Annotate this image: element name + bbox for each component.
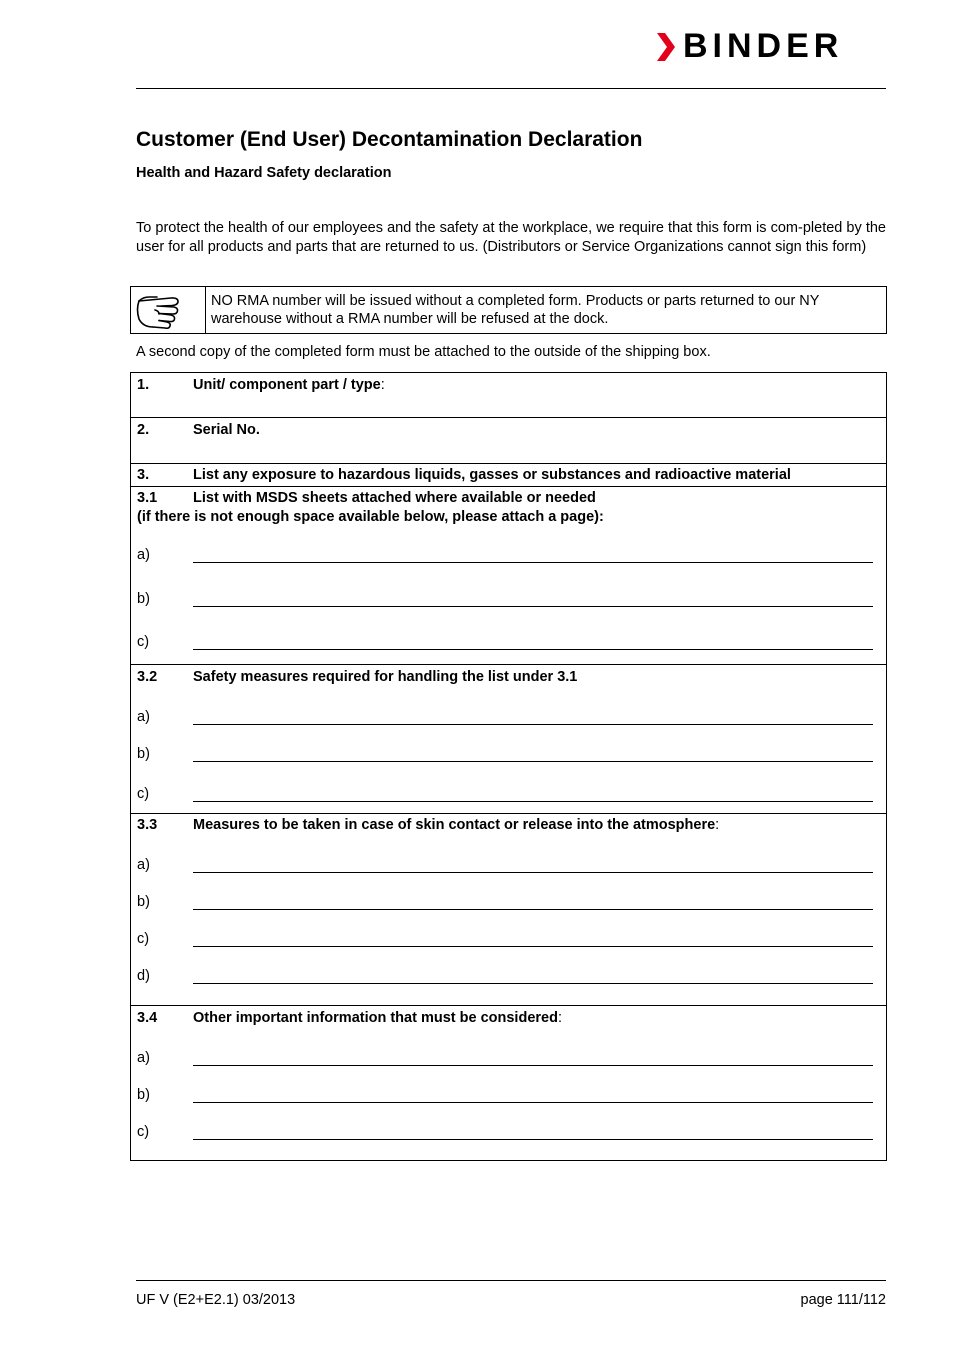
line-label-3-3-a: a)	[137, 857, 150, 873]
line-label-3-3-d: d)	[137, 968, 150, 984]
answer-line-3-4-c[interactable]	[193, 1139, 873, 1140]
line-label-3-4-b: b)	[137, 1087, 150, 1103]
line-label-3-2-c: c)	[137, 786, 150, 802]
section-2-number: 2.	[137, 422, 150, 438]
intro-paragraph: To protect the health of our employees and the safety at the workplace, we require that this form is com-pleted by the user for all products and parts that are returned to us. (Distributors or Service Organizations cannot sign this form)	[136, 220, 886, 255]
answer-line-3-3-d[interactable]	[193, 983, 873, 984]
rma-notice-text: NO RMA number will be issued without a completed form. Products or parts returned to our NY warehouse without a RMA number will be refused at the dock.	[211, 293, 820, 327]
section-1-colon: :	[380, 377, 385, 393]
line-label-3-1-a: a)	[137, 547, 150, 563]
line-label-3-3-c: c)	[137, 931, 150, 947]
answer-line-3-3-b[interactable]	[193, 909, 873, 910]
section-3-1-note: (if there is not enough space available below, please attach a page):	[137, 509, 604, 525]
section-separator	[131, 813, 886, 814]
line-label-3-1-b: b)	[137, 591, 150, 607]
section-3-2-number: 3.2	[137, 669, 158, 685]
page-subtitle: Health and Hazard Safety declaration	[136, 165, 392, 181]
answer-line-3-4-b[interactable]	[193, 1102, 873, 1103]
answer-line-3-1-a[interactable]	[193, 562, 873, 563]
notice-icon-cell	[131, 287, 206, 333]
answer-line-3-3-a[interactable]	[193, 872, 873, 873]
header-divider	[136, 88, 886, 89]
section-separator	[131, 1005, 886, 1006]
brand-chevron-icon	[655, 30, 679, 64]
brand-name: BINDER	[683, 27, 844, 65]
section-3-1-number: 3.1	[137, 490, 158, 506]
line-label-3-4-c: c)	[137, 1124, 150, 1140]
decontamination-form	[130, 372, 887, 1161]
line-label-3-2-b: b)	[137, 746, 150, 762]
section-3-4-colon: :	[557, 1010, 562, 1026]
answer-line-3-3-c[interactable]	[193, 946, 873, 947]
line-label-3-3-b: b)	[137, 894, 150, 910]
section-separator	[131, 664, 886, 665]
binder-logo	[655, 27, 887, 65]
section-3-3-label	[193, 817, 719, 833]
rma-notice-box	[130, 286, 887, 334]
section-3-number: 3.	[137, 467, 150, 483]
section-1-label-text: Unit/ component part / type	[193, 377, 381, 393]
answer-line-3-1-b[interactable]	[193, 606, 873, 607]
answer-line-3-2-c[interactable]	[193, 801, 873, 802]
section-3-2-label: Safety measures required for handling the list under 3.1	[193, 669, 578, 685]
answer-line-3-2-a[interactable]	[193, 724, 873, 725]
section-1-label	[193, 377, 385, 393]
section-1-number: 1.	[137, 377, 150, 393]
answer-line-3-4-a[interactable]	[193, 1065, 873, 1066]
answer-line-3-1-c[interactable]	[193, 649, 873, 650]
line-label-3-4-a: a)	[137, 1050, 150, 1066]
page-title: Customer (End User) Decontamination Declaration	[136, 128, 643, 151]
shipping-copy-note: A second copy of the completed form must be attached to the outside of the shipping box.	[136, 344, 711, 360]
line-label-3-1-c: c)	[137, 634, 150, 650]
line-label-3-2-a: a)	[137, 709, 150, 725]
page-number: page 111/112	[800, 1292, 886, 1308]
section-separator	[131, 417, 886, 418]
section-3-3-colon: :	[715, 817, 720, 833]
section-3-3-number: 3.3	[137, 817, 158, 833]
footer-divider	[136, 1280, 886, 1281]
section-3-3-label-text: Measures to be taken in case of skin contact or release into the atmosphere	[193, 817, 716, 833]
section-separator	[131, 463, 886, 464]
section-separator	[131, 486, 886, 487]
section-3-4-label-text: Other important information that must be considered	[193, 1010, 558, 1026]
section-3-4-label	[193, 1010, 562, 1026]
section-3-4-number: 3.4	[137, 1010, 158, 1026]
answer-line-3-2-b[interactable]	[193, 761, 873, 762]
document-version: UF V (E2+E2.1) 03/2013	[136, 1292, 296, 1308]
section-3-label: List any exposure to hazardous liquids, gasses or substances and radioactive material	[193, 467, 791, 483]
section-2-label: Serial No.	[193, 422, 260, 438]
section-3-1-label: List with MSDS sheets attached where available or needed	[193, 490, 596, 506]
pointing-hand-icon	[131, 287, 205, 333]
